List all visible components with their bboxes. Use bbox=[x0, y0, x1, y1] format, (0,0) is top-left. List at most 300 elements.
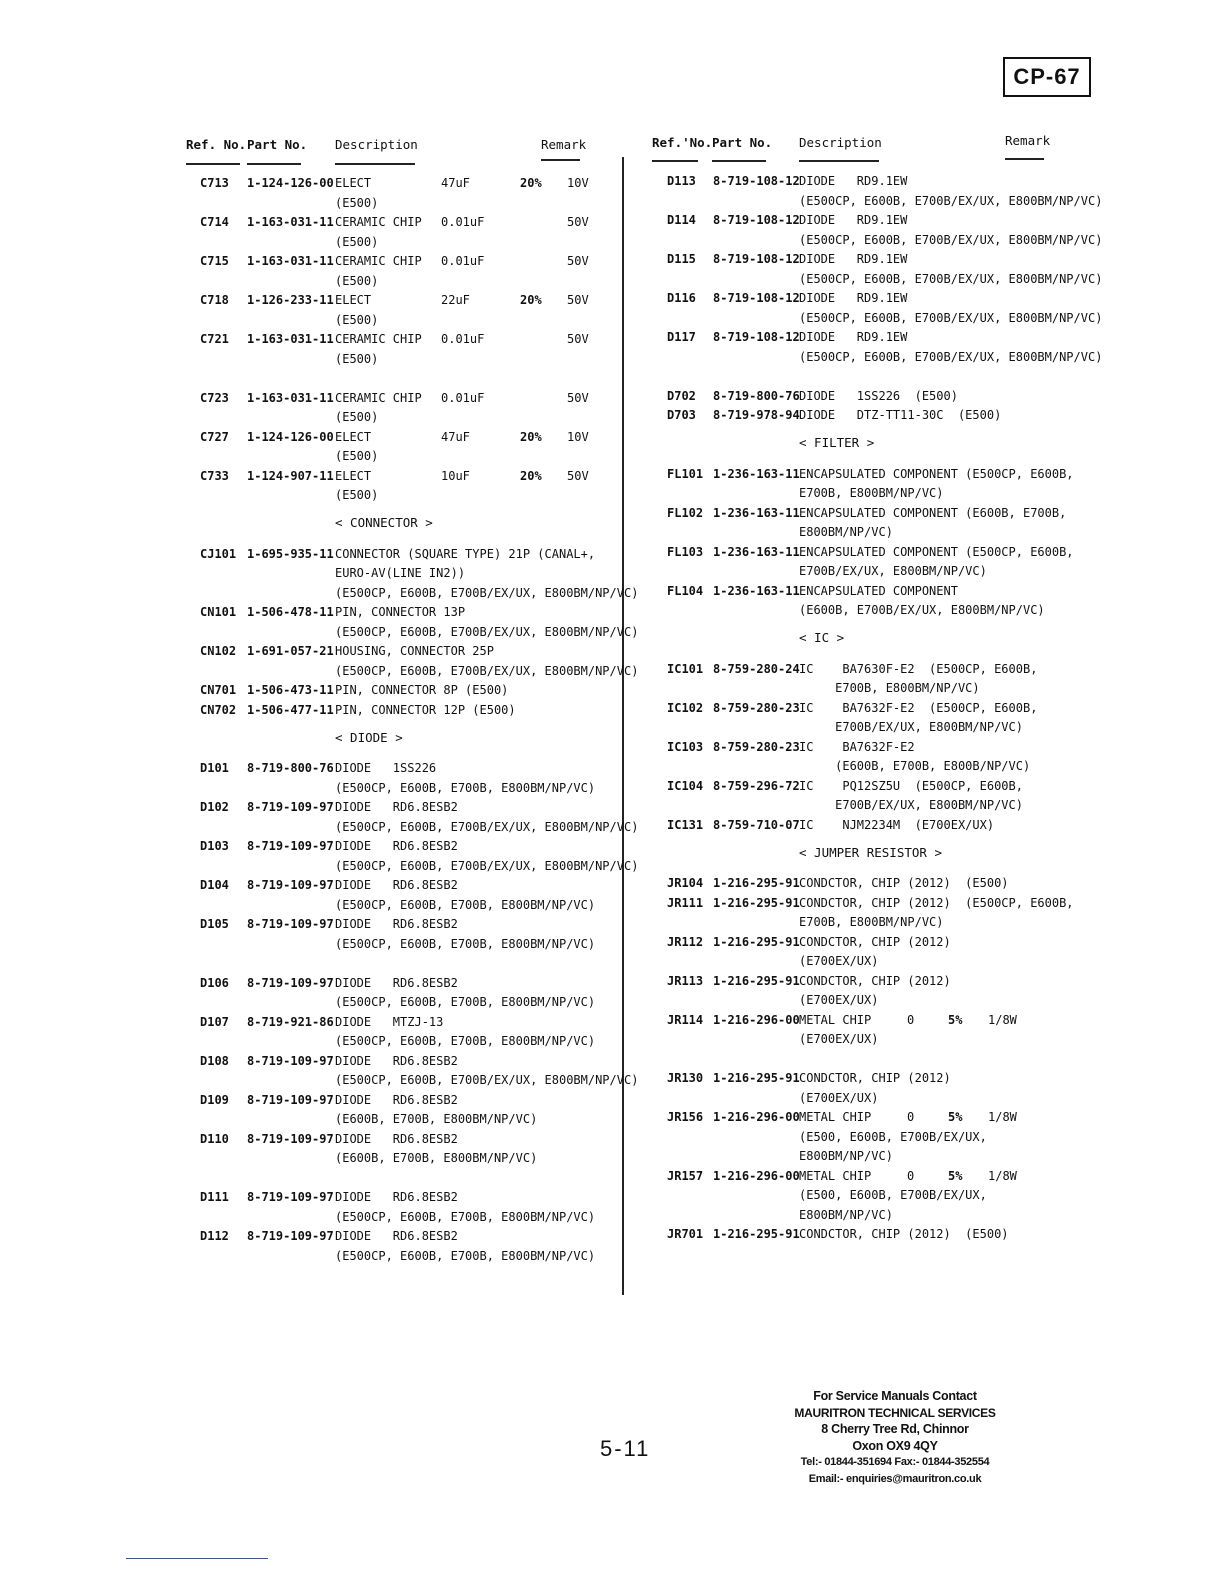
contact-line: For Service Manuals Contact bbox=[813, 1389, 977, 1403]
description: ELECT bbox=[335, 468, 372, 483]
part-no: 8-719-109-97 bbox=[247, 917, 334, 931]
ref-no: CN101 bbox=[200, 605, 237, 619]
ref-no: JR156 bbox=[667, 1110, 704, 1124]
section-heading: < IC > bbox=[799, 630, 845, 646]
tolerance: 20% bbox=[520, 293, 542, 307]
description-cont: (E600B, E700B, E800B/NP/VC) bbox=[799, 759, 1031, 773]
part-row bbox=[186, 174, 606, 213]
part-row bbox=[186, 1091, 606, 1130]
description: ENCAPSULATED COMPONENT (E500CP, E600B, bbox=[799, 544, 1074, 559]
tolerance: 5% bbox=[948, 1168, 963, 1183]
ref-no: C714 bbox=[200, 215, 229, 229]
description: CONDCTOR, CHIP (2012) bbox=[799, 934, 951, 949]
part-row bbox=[652, 738, 1072, 777]
part-no: 8-719-921-86 bbox=[247, 1014, 334, 1029]
header-remark-left: Remark bbox=[541, 137, 587, 152]
part-row bbox=[186, 876, 606, 915]
ref-no: D113 bbox=[667, 174, 696, 188]
description-cont: (E500CP, E600B, E700B/EX/UX, E800BM/NP/VC) bbox=[799, 310, 1103, 325]
contact-line: MAURITRON TECHNICAL SERVICES bbox=[794, 1405, 996, 1420]
part-row bbox=[652, 406, 1072, 426]
part-no: 1-216-296-00 bbox=[713, 1012, 800, 1027]
description: IC BA7630F-E2 (E500CP, E600B, bbox=[799, 661, 1038, 676]
value: 22uF bbox=[441, 293, 470, 307]
ref-no: D103 bbox=[200, 839, 229, 853]
ref-no: JR113 bbox=[667, 973, 704, 988]
description: DIODE RD9.1EW bbox=[799, 291, 908, 305]
description: ENCAPSULATED COMPONENT (E500CP, E600B, bbox=[799, 466, 1074, 481]
part-row bbox=[186, 389, 606, 428]
contact-line: Email:- enquiries@mauritron.co.uk bbox=[808, 1472, 982, 1485]
part-row bbox=[186, 759, 606, 798]
description: CERAMIC CHIP bbox=[335, 254, 422, 268]
description: DIODE RD6.8ESB2 bbox=[335, 878, 458, 892]
description-cont: (E500) bbox=[335, 488, 379, 502]
part-row bbox=[186, 330, 606, 369]
part-no: 1-163-031-11 bbox=[247, 254, 334, 268]
description-cont: E700B/EX/UX, E800BM/NP/VC) bbox=[799, 564, 987, 578]
ref-no: D112 bbox=[200, 1229, 229, 1243]
rating: 50V bbox=[567, 215, 589, 229]
tolerance: 5% bbox=[948, 1110, 963, 1124]
description: DIODE RD9.1EW bbox=[799, 174, 908, 188]
part-row bbox=[186, 1227, 606, 1266]
description: METAL CHIP bbox=[799, 1012, 872, 1027]
ref-no: D117 bbox=[667, 330, 696, 344]
description: CERAMIC CHIP bbox=[335, 390, 422, 405]
description: ENCAPSULATED COMPONENT (E600B, E700B, bbox=[799, 505, 1067, 520]
part-row bbox=[652, 894, 1072, 933]
part-no: 8-719-108-12 bbox=[713, 330, 800, 344]
service-contact bbox=[780, 1388, 1010, 1487]
ref-no: C721 bbox=[200, 332, 229, 346]
description: DIODE RD6.8ESB2 bbox=[335, 839, 458, 853]
description-cont: (E600B, E700B/EX/UX, E800BM/NP/VC) bbox=[799, 603, 1045, 617]
part-no: 8-719-109-97 bbox=[247, 1053, 334, 1068]
part-no: 1-124-126-00 bbox=[247, 176, 334, 190]
part-row bbox=[652, 699, 1072, 738]
header-part-right: Part No. bbox=[712, 135, 773, 150]
part-no: 1-163-031-11 bbox=[247, 390, 334, 405]
description: PIN, CONNECTOR 12P (E500) bbox=[335, 702, 516, 717]
part-no: 1-506-478-11 bbox=[247, 605, 334, 619]
part-row bbox=[186, 681, 606, 701]
part-no: 8-719-109-97 bbox=[247, 800, 334, 814]
header-rule bbox=[1005, 158, 1044, 160]
part-no: 8-719-108-12 bbox=[713, 174, 800, 188]
description-cont: (E500) bbox=[335, 449, 379, 463]
description-cont: (E500) bbox=[335, 195, 379, 210]
ref-no: C723 bbox=[200, 390, 229, 405]
part-row bbox=[652, 250, 1103, 289]
description: DIODE RD6.8ESB2 bbox=[335, 975, 458, 990]
description-cont: (E500CP, E600B, E700B/EX/UX, E800BM/NP/VC) bbox=[799, 349, 1103, 364]
ref-no: D104 bbox=[200, 878, 229, 892]
part-no: 1-216-295-91 bbox=[713, 1071, 800, 1085]
description: CONDCTOR, CHIP (2012) bbox=[799, 1071, 951, 1085]
rating: 50V bbox=[567, 468, 589, 483]
ref-no: FL102 bbox=[667, 505, 704, 520]
part-row bbox=[186, 213, 606, 252]
description: IC BA7632F-E2 (E500CP, E600B, bbox=[799, 700, 1038, 715]
description-cont: (E500CP, E600B, E700B/EX/UX, E800BM/NP/VC) bbox=[799, 232, 1103, 247]
value: 0.01uF bbox=[441, 215, 485, 229]
description-cont: E700B/EX/UX, E800BM/NP/VC) bbox=[799, 720, 1023, 734]
contact-line: Oxon OX9 4QY bbox=[852, 1438, 938, 1453]
part-row bbox=[186, 545, 639, 604]
part-no: 1-216-295-91 bbox=[713, 895, 800, 910]
header-ref-left: Ref. No. bbox=[186, 137, 247, 152]
ref-no: JR701 bbox=[667, 1227, 704, 1241]
description: METAL CHIP bbox=[799, 1110, 872, 1124]
part-row bbox=[652, 1167, 1072, 1226]
rating: 50V bbox=[567, 254, 589, 268]
description-cont: (E500CP, E600B, E700B, E800BM/NP/VC) bbox=[335, 1248, 596, 1263]
contact-line: Tel:- 01844-351694 Fax:- 01844-352554 bbox=[800, 1456, 990, 1468]
part-no: 1-691-057-21 bbox=[247, 644, 334, 658]
part-no: 1-216-295-91 bbox=[713, 934, 800, 949]
description-cont: (E700EX/UX) bbox=[799, 954, 879, 968]
part-row bbox=[652, 211, 1103, 250]
part-no: 8-719-108-12 bbox=[713, 291, 800, 305]
description: HOUSING, CONNECTOR 25P bbox=[335, 644, 494, 658]
description: DIODE 1SS226 bbox=[335, 761, 437, 775]
part-row bbox=[186, 1130, 606, 1169]
description-cont: (E500CP, E600B, E700B/EX/UX, E800BM/NP/VC) bbox=[335, 1073, 639, 1087]
description: ENCAPSULATED COMPONENT bbox=[799, 583, 958, 598]
part-row bbox=[652, 504, 1072, 543]
part-no: 8-719-108-12 bbox=[713, 213, 800, 227]
part-no: 8-719-978-94 bbox=[713, 408, 800, 422]
rating: 10V bbox=[567, 176, 589, 190]
part-row bbox=[186, 1013, 606, 1052]
part-row bbox=[186, 1188, 606, 1227]
ref-no: C718 bbox=[200, 293, 229, 307]
ref-no: D101 bbox=[200, 761, 229, 775]
description: DIODE RD6.8ESB2 bbox=[335, 1190, 458, 1204]
description: DIODE RD6.8ESB2 bbox=[335, 1092, 458, 1107]
value: 0 bbox=[907, 1110, 915, 1124]
section-heading: < JUMPER RESISTOR > bbox=[799, 844, 942, 860]
part-no: 1-216-295-91 bbox=[713, 973, 800, 988]
rating: 50V bbox=[567, 332, 589, 346]
ref-no: JR114 bbox=[667, 1012, 704, 1027]
rating: 50V bbox=[567, 390, 589, 405]
ref-no: JR111 bbox=[667, 895, 704, 910]
part-row bbox=[652, 1108, 1072, 1167]
description-cont: (E500) bbox=[335, 234, 379, 249]
rating: 1/8W bbox=[988, 1110, 1017, 1124]
description-cont: (E500CP, E600B, E700B, E800BM/NP/VC) bbox=[335, 897, 596, 912]
part-no: 1-236-163-11 bbox=[713, 544, 800, 559]
section-heading: < FILTER > bbox=[799, 435, 875, 451]
part-row bbox=[652, 1225, 1072, 1245]
section-heading: < CONNECTOR > bbox=[335, 515, 433, 531]
description: DIODE RD6.8ESB2 bbox=[335, 1229, 458, 1243]
ref-no: D111 bbox=[200, 1190, 229, 1204]
ref-no: C715 bbox=[200, 254, 229, 268]
part-row bbox=[186, 428, 606, 467]
ref-no: C727 bbox=[200, 429, 229, 444]
ref-no: D110 bbox=[200, 1131, 229, 1146]
part-no: 8-759-280-23 bbox=[713, 700, 800, 715]
description: CERAMIC CHIP bbox=[335, 332, 422, 346]
description: DIODE 1SS226 (E500) bbox=[799, 388, 958, 403]
ref-no: C713 bbox=[200, 176, 229, 190]
ref-no: JR157 bbox=[667, 1168, 704, 1183]
part-row bbox=[652, 387, 1072, 407]
header-rule bbox=[247, 163, 301, 165]
description: DIODE RD6.8ESB2 bbox=[335, 800, 458, 814]
part-row bbox=[652, 874, 1072, 894]
column-divider bbox=[622, 157, 624, 1295]
part-no: 8-719-109-97 bbox=[247, 1131, 334, 1146]
ref-no: JR104 bbox=[667, 876, 704, 890]
part-row bbox=[652, 1011, 1072, 1050]
part-no: 1-236-163-11 bbox=[713, 505, 800, 520]
ref-no: D114 bbox=[667, 213, 696, 227]
description-cont: (E500CP, E600B, E700B, E800BM/NP/VC) bbox=[335, 1209, 596, 1224]
part-row bbox=[186, 603, 639, 642]
part-no: 8-719-800-76 bbox=[713, 388, 800, 403]
page-number: 5-11 bbox=[600, 1436, 651, 1461]
part-row bbox=[652, 1069, 1072, 1108]
value: 0.01uF bbox=[441, 254, 485, 268]
ref-no: CJ101 bbox=[200, 546, 237, 561]
part-row bbox=[186, 837, 639, 876]
rating: 1/8W bbox=[988, 1012, 1017, 1027]
description-cont: (E500) bbox=[335, 410, 379, 424]
ref-no: IC103 bbox=[667, 739, 704, 754]
description: IC BA7632F-E2 bbox=[799, 739, 915, 754]
ref-no: D105 bbox=[200, 917, 229, 931]
header-rule bbox=[712, 160, 766, 162]
description: CONDCTOR, CHIP (2012) (E500) bbox=[799, 876, 1009, 890]
description-cont: E700B/EX/UX, E800BM/NP/VC) bbox=[799, 798, 1023, 812]
header-desc-right: Description bbox=[799, 135, 882, 150]
part-row bbox=[652, 582, 1072, 621]
part-no: 8-719-109-97 bbox=[247, 878, 334, 892]
part-row bbox=[186, 467, 606, 506]
part-row bbox=[186, 974, 606, 1013]
description-cont: (E500CP, E600B, E700B, E800BM/NP/VC) bbox=[335, 936, 596, 951]
ref-no: IC104 bbox=[667, 778, 704, 793]
part-row bbox=[652, 465, 1072, 504]
ref-no: JR130 bbox=[667, 1071, 704, 1085]
description-cont: (E500CP, E600B, E700B, E800BM/NP/VC) bbox=[335, 1034, 596, 1048]
header-rule bbox=[541, 159, 580, 161]
part-no: 8-719-109-97 bbox=[247, 839, 334, 853]
value: 47uF bbox=[441, 429, 470, 444]
ref-no: D702 bbox=[667, 388, 696, 403]
description-cont: (E500) bbox=[335, 273, 379, 288]
part-row bbox=[652, 172, 1103, 211]
description-cont: (E700EX/UX) bbox=[799, 993, 879, 1007]
header-rule bbox=[799, 160, 879, 162]
ref-no: FL103 bbox=[667, 544, 704, 559]
part-row bbox=[652, 328, 1103, 367]
description: DIODE MTZJ-13 bbox=[335, 1014, 444, 1029]
description: ELECT bbox=[335, 176, 372, 190]
ref-no: IC102 bbox=[667, 700, 704, 715]
tolerance: 5% bbox=[948, 1012, 963, 1027]
part-no: 8-719-109-97 bbox=[247, 975, 334, 990]
description: DIODE RD6.8ESB2 bbox=[335, 1053, 458, 1068]
part-no: 1-236-163-11 bbox=[713, 466, 800, 481]
description-cont: (E500CP, E600B, E700B/EX/UX, E800BM/NP/VC) bbox=[799, 193, 1103, 208]
part-row bbox=[186, 252, 606, 291]
part-row bbox=[186, 915, 606, 954]
description-cont: (E500CP, E600B, E700B/EX/UX, E800BM/NP/VC) bbox=[335, 858, 639, 873]
part-no: 1-695-935-11 bbox=[247, 546, 334, 561]
part-no: 1-163-031-11 bbox=[247, 215, 334, 229]
ref-no: FL104 bbox=[667, 583, 704, 598]
ref-no: CN701 bbox=[200, 683, 237, 697]
value: 0 bbox=[907, 1012, 915, 1027]
rating: 10V bbox=[567, 429, 589, 444]
ref-no: FL101 bbox=[667, 466, 704, 481]
tolerance: 20% bbox=[520, 468, 542, 483]
part-no: 1-506-473-11 bbox=[247, 683, 334, 697]
footer-link-underline bbox=[126, 1558, 268, 1559]
description: ELECT bbox=[335, 429, 372, 444]
description: CONNECTOR (SQUARE TYPE) 21P (CANAL+, bbox=[335, 546, 596, 561]
part-no: 1-506-477-11 bbox=[247, 702, 334, 717]
ref-no: D109 bbox=[200, 1092, 229, 1107]
description: DIODE RD6.8ESB2 bbox=[335, 1131, 458, 1146]
part-row bbox=[186, 798, 639, 837]
description-cont: (E700EX/UX) bbox=[799, 1032, 879, 1046]
part-no: 1-163-031-11 bbox=[247, 332, 334, 346]
ref-no: D106 bbox=[200, 975, 229, 990]
description-cont: (E500CP, E600B, E700B/EX/UX, E800BM/NP/VC) bbox=[335, 624, 639, 639]
part-no: 1-216-295-91 bbox=[713, 876, 800, 890]
description: METAL CHIP bbox=[799, 1168, 872, 1183]
rating: 1/8W bbox=[988, 1168, 1017, 1183]
ref-no: D102 bbox=[200, 800, 229, 814]
model-label: CP-67 bbox=[1003, 57, 1091, 97]
header-rule bbox=[335, 163, 415, 165]
description-cont: (E500, E600B, E700B/EX/UX, bbox=[799, 1188, 987, 1202]
ref-no: CN102 bbox=[200, 644, 237, 658]
description: CERAMIC CHIP bbox=[335, 215, 422, 229]
ref-no: D116 bbox=[667, 291, 696, 305]
tolerance: 20% bbox=[520, 176, 542, 190]
header-rule bbox=[652, 160, 698, 162]
description: DIODE RD9.1EW bbox=[799, 213, 908, 227]
part-no: 1-236-163-11 bbox=[713, 583, 800, 598]
part-row bbox=[186, 1052, 639, 1091]
description-cont: (E500, E600B, E700B/EX/UX, bbox=[799, 1129, 987, 1144]
description-cont: (E500CP, E600B, E700B, E800BM/NP/VC) bbox=[335, 995, 596, 1009]
part-no: 8-719-800-76 bbox=[247, 761, 334, 775]
description-cont: (E600B, E700B, E800BM/NP/VC) bbox=[335, 1151, 538, 1165]
description: IC NJM2234M (E700EX/UX) bbox=[799, 817, 995, 832]
part-no: 1-216-295-91 bbox=[713, 1227, 800, 1241]
tolerance: 20% bbox=[520, 429, 542, 444]
part-no: 8-759-710-07 bbox=[713, 817, 800, 832]
value: 47uF bbox=[441, 176, 470, 190]
description: DIODE RD9.1EW bbox=[799, 330, 908, 344]
part-row bbox=[652, 933, 1072, 972]
part-no: 8-759-280-23 bbox=[713, 739, 800, 754]
header-ref-right: Ref.'No. bbox=[652, 135, 713, 150]
ref-no: D115 bbox=[667, 252, 696, 266]
ref-no: C733 bbox=[200, 468, 229, 483]
part-no: 8-719-109-97 bbox=[247, 1092, 334, 1107]
part-no: 8-759-296-72 bbox=[713, 778, 800, 793]
ref-no: JR112 bbox=[667, 934, 704, 949]
value: 0.01uF bbox=[441, 390, 485, 405]
part-row bbox=[652, 543, 1072, 582]
description: CONDCTOR, CHIP (2012) bbox=[799, 973, 951, 988]
description-cont: (E500CP, E600B, E700B/EX/UX, E800BM/NP/VC) bbox=[799, 271, 1103, 286]
description: PIN, CONNECTOR 13P bbox=[335, 605, 466, 619]
description-cont: (E500CP, E600B, E700B/EX/UX, E800BM/NP/VC) bbox=[335, 819, 639, 834]
part-row bbox=[186, 291, 606, 330]
part-row bbox=[652, 660, 1072, 699]
part-row bbox=[186, 701, 606, 721]
part-row bbox=[652, 289, 1103, 328]
value: 0.01uF bbox=[441, 332, 485, 346]
description: ELECT bbox=[335, 293, 372, 307]
header-desc-left: Description bbox=[335, 137, 418, 152]
description-cont: (E500CP, E600B, E700B/EX/UX, E800BM/NP/VC) bbox=[335, 585, 639, 600]
description: PIN, CONNECTOR 8P (E500) bbox=[335, 683, 509, 697]
part-no: 1-124-907-11 bbox=[247, 468, 334, 483]
description: CONDCTOR, CHIP (2012) (E500CP, E600B, bbox=[799, 895, 1074, 910]
part-row bbox=[186, 642, 639, 681]
part-row bbox=[652, 816, 1072, 836]
part-no: 1-216-296-00 bbox=[713, 1110, 800, 1124]
section-heading: < DIODE > bbox=[335, 729, 403, 745]
part-no: 1-126-233-11 bbox=[247, 293, 334, 307]
description-cont: (E500) bbox=[335, 312, 379, 327]
description: IC PQ12SZ5U (E500CP, E600B, bbox=[799, 778, 1023, 793]
description-cont: (E600B, E700B, E800BM/NP/VC) bbox=[335, 1112, 538, 1126]
description: DIODE RD9.1EW bbox=[799, 252, 908, 266]
ref-no: IC131 bbox=[667, 817, 704, 832]
contact-line: 8 Cherry Tree Rd, Chinnor bbox=[821, 1422, 969, 1436]
description: CONDCTOR, CHIP (2012) (E500) bbox=[799, 1227, 1009, 1241]
rating: 50V bbox=[567, 293, 589, 307]
description: DIODE DTZ-TT11-30C (E500) bbox=[799, 408, 1002, 422]
part-row bbox=[652, 972, 1072, 1011]
description-cont: E800BM/NP/VC) bbox=[799, 525, 893, 539]
part-no: 1-216-296-00 bbox=[713, 1168, 800, 1183]
value: 10uF bbox=[441, 468, 470, 483]
description-cont: (E500) bbox=[335, 351, 379, 366]
ref-no: CN702 bbox=[200, 702, 237, 717]
part-no: 1-124-126-00 bbox=[247, 429, 334, 444]
description-cont: E700B, E800BM/NP/VC) bbox=[799, 915, 944, 929]
value: 0 bbox=[907, 1168, 915, 1183]
description-cont: E700B, E800BM/NP/VC) bbox=[799, 486, 944, 500]
description-cont: (E500CP, E600B, E700B/EX/UX, E800BM/NP/VC) bbox=[335, 663, 639, 678]
description: DIODE RD6.8ESB2 bbox=[335, 917, 458, 931]
part-no: 8-719-108-12 bbox=[713, 252, 800, 266]
ref-no: IC101 bbox=[667, 661, 704, 676]
description-cont: (E700EX/UX) bbox=[799, 1090, 879, 1105]
header-part-left: Part No. bbox=[247, 137, 308, 152]
ref-no: D107 bbox=[200, 1014, 229, 1029]
header-remark-right: Remark bbox=[1005, 133, 1051, 148]
header-rule bbox=[186, 163, 240, 165]
part-row bbox=[652, 777, 1072, 816]
part-no: 8-719-109-97 bbox=[247, 1190, 334, 1204]
description-cont: E700B, E800BM/NP/VC) bbox=[799, 681, 980, 695]
ref-no: D703 bbox=[667, 408, 696, 422]
